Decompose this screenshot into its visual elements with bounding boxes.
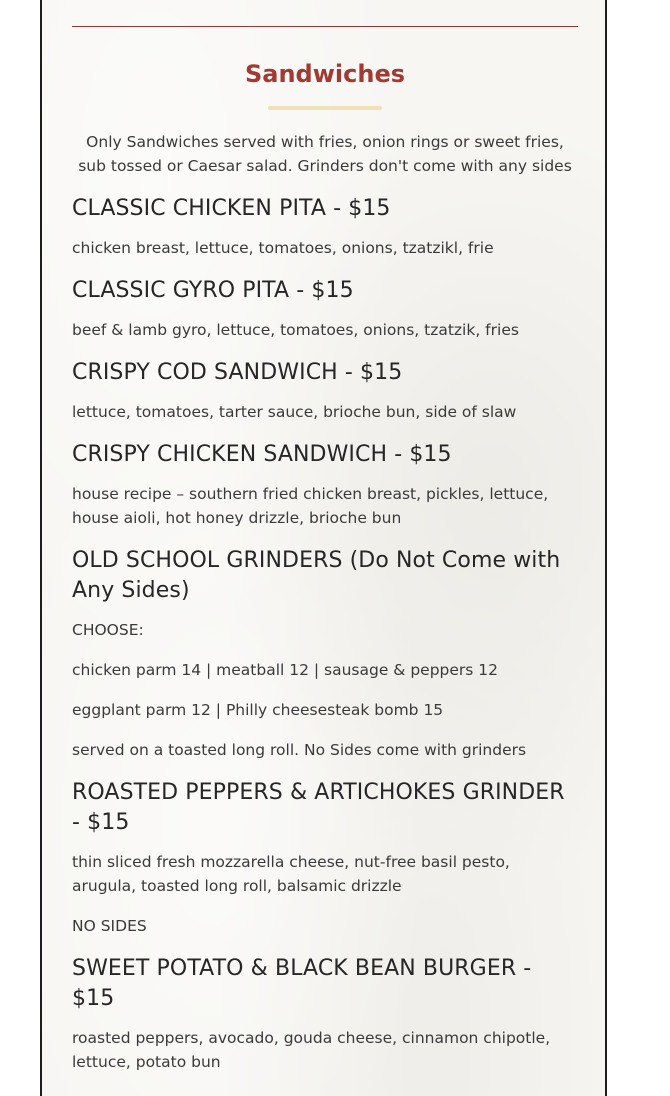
item-title-old-school-grinders: OLD SCHOOL GRINDERS (Do Not Come with Any Sides) [72,548,561,603]
item-note: NO SIDES [72,917,147,935]
item-title-classic-gyro-pita: CLASSIC GYRO PITA - $15 [72,278,354,303]
section-divider [72,26,578,27]
item-description: lettuce, tomatoes, tarter sauce, brioche bun, side of slaw [72,403,517,421]
item-description: served on a toasted long roll. No Sides come with grinders [72,741,527,759]
item-description: thin sliced fresh mozzarella cheese, nut-free basil pesto, arugula, toasted long roll, balsamic drizzle [72,853,510,895]
title-underline [268,106,382,110]
menu-card [40,0,607,1096]
section-title: Sandwiches [244,60,406,88]
section-note: Only Sandwiches served with fries, onion rings or sweet fries, sub tossed or Caesar salad. Grinders don't come with any sides [78,133,572,175]
item-title-sweet-potato-black-bean-burger: SWEET POTATO & BLACK BEAN BURGER - $15 [72,956,532,1011]
item-description: chicken breast, lettuce, tomatoes, onions, tzatzikl, frie [72,239,494,257]
item-option-line: chicken parm 14 | meatball 12 | sausage & peppers 12 [72,661,499,679]
item-title-crispy-cod-sandwich: CRISPY COD SANDWICH - $15 [72,360,403,385]
item-option-line: eggplant parm 12 | Philly cheesesteak bomb 15 [72,701,444,719]
item-description: beef & lamb gyro, lettuce, tomatoes, onions, tzatzik, fries [72,321,519,339]
item-title-classic-chicken-pita: CLASSIC CHICKEN PITA - $15 [72,196,391,221]
item-title-crispy-chicken-sandwich: CRISPY CHICKEN SANDWICH - $15 [72,442,452,467]
item-choose-label: CHOOSE: [72,621,144,639]
item-description: roasted peppers, avocado, gouda cheese, cinnamon chipotle, lettuce, potato bun [72,1029,551,1071]
item-title-roasted-peppers-artichokes-grinder: ROASTED PEPPERS & ARTICHOKES GRINDER - $15 [72,780,565,835]
item-description: house recipe – southern fried chicken breast, pickles, lettuce, house aioli, hot honey drizzle, brioche bun [72,485,549,527]
